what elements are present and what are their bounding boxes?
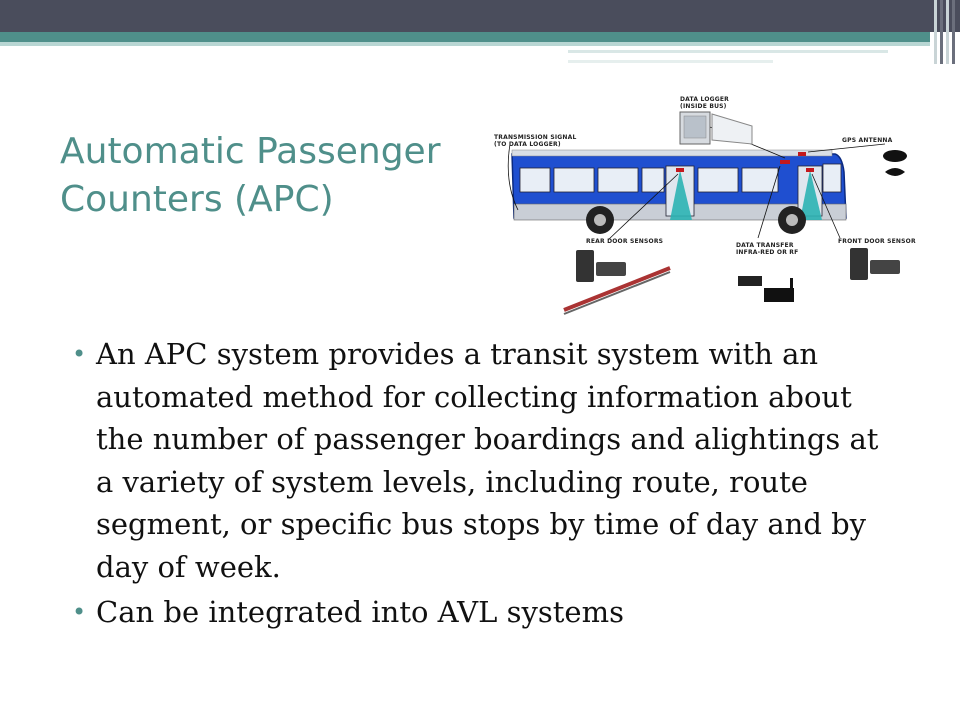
apc-bus-diagram <box>490 92 920 317</box>
header-accent-line <box>568 60 773 63</box>
label-data-transfer: DATA TRANSFER <box>736 242 794 249</box>
header-edge-stripes <box>930 0 960 64</box>
label-transmission-signal: TRANSMISSION SIGNAL <box>494 134 577 141</box>
header-light-band <box>0 42 930 46</box>
slide-title <box>60 128 480 224</box>
label-data-transfer-sub: INFRA-RED OR RF <box>736 249 799 256</box>
bullet-icon: • <box>72 598 87 626</box>
header-dark-band <box>0 0 960 32</box>
bullet-text: Can be integrated into AVL systems <box>96 595 624 629</box>
bullet-list <box>72 333 902 634</box>
bus-illustration <box>490 92 920 317</box>
label-data-logger: DATA LOGGER <box>680 96 729 103</box>
bullet-icon: • <box>72 340 87 368</box>
label-rear-door-sensors: REAR DOOR SENSORS <box>586 238 664 245</box>
header-accent-line <box>568 50 888 53</box>
slide-title-line-1: Automatic Passenger <box>60 131 441 172</box>
bullet-item <box>72 591 902 634</box>
label-gps-antenna: GPS ANTENNA <box>842 137 893 144</box>
header-teal-band <box>0 32 930 42</box>
bullet-text: An APC system provides a transit system with an automated method for collecting information about the number of passenger boardings and alightings at a variety of system levels, including route, route segment, or specific bus stops by time of day and by day of week. <box>96 337 879 584</box>
slide-title-line-2: Counters (APC) <box>60 179 334 220</box>
label-front-door-sensor: FRONT DOOR SENSOR <box>838 238 916 245</box>
label-data-logger-sub: (INSIDE BUS) <box>680 103 727 110</box>
label-transmission-signal-sub: (TO DATA LOGGER) <box>494 141 561 148</box>
bullet-item <box>72 333 902 588</box>
